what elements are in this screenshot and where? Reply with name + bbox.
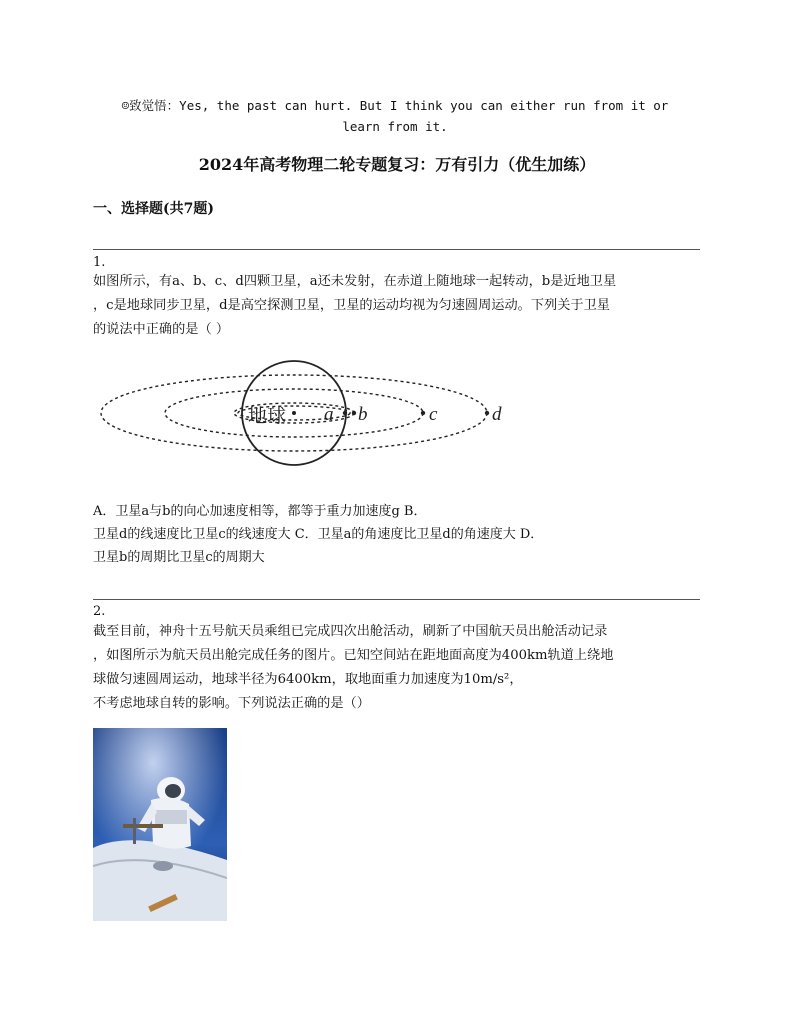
question-2-number: 2. bbox=[93, 604, 106, 619]
section-heading: 一、选择题(共7题) bbox=[93, 201, 214, 217]
question-1-line-1: 如图所示，有a、b、c、d四颗卫星，a还未发射，在赤道上随地球一起转动，b是近地卫星 bbox=[93, 274, 617, 289]
question-2-line-2: ，如图所示为航天员出舱完成任务的图片。已知空间站在距地面高度为400km轨道上绕地 bbox=[93, 648, 614, 663]
satellite-a-dot bbox=[343, 411, 347, 415]
astronaut-photo bbox=[93, 728, 227, 921]
satellite-d-dot bbox=[485, 411, 489, 415]
earth-label: 地球 bbox=[248, 406, 287, 427]
question-1-options-line-2: 卫星d的线速度比卫星c的线速度大 C．卫星a的角速度比卫星d的角速度大 D． bbox=[93, 527, 544, 542]
label-b: b bbox=[358, 404, 368, 425]
question-1-options bbox=[93, 500, 703, 569]
question-2-stem bbox=[93, 620, 703, 716]
question-1-line-2: ，c是地球同步卫星，d是高空探测卫星，卫星的运动均视为匀速圆周运动。下列关于卫星 bbox=[93, 298, 610, 313]
satellite-b-dot bbox=[352, 411, 356, 415]
orbit-diagram bbox=[100, 360, 520, 478]
question-1-options-line-3: 卫星b的周期比卫星c的周期大 bbox=[93, 550, 265, 565]
label-a: a bbox=[324, 404, 334, 425]
earth-center-dot bbox=[292, 411, 296, 415]
question-1-number: 1. bbox=[93, 255, 106, 270]
label-d: d bbox=[492, 404, 502, 425]
page-title: 2024年高考物理二轮专题复习：万有引力（优生加练） bbox=[198, 155, 596, 174]
question-2-divider bbox=[93, 599, 700, 600]
label-c: c bbox=[429, 404, 438, 425]
motto-line-2: learn from it. bbox=[342, 119, 448, 134]
satellite-c-dot bbox=[421, 411, 425, 415]
question-1-line-3: 的说法中正确的是（ ） bbox=[93, 322, 230, 337]
question-1-divider bbox=[93, 249, 700, 250]
question-2-line-1: 截至目前，神舟十五号航天员乘组已完成四次出舱活动，刷新了中国航天员出舱活动记录 bbox=[93, 624, 608, 639]
question-1-options-line-1: A．卫星a与b的向心加速度相等，都等于重力加速度g B． bbox=[93, 504, 427, 519]
question-2-line-3: 球做匀速圆周运动，地球半径为6400km，取地面重力加速度为10m/s²， bbox=[93, 672, 523, 687]
question-1-stem bbox=[93, 270, 703, 342]
motto-line-1: ☺致觉悟：Yes, the past can hurt. But I think you can either run from it or bbox=[121, 98, 669, 113]
motto bbox=[95, 95, 695, 137]
question-2-line-4: 不考虑地球自转的影响。下列说法正确的是（） bbox=[93, 696, 370, 711]
